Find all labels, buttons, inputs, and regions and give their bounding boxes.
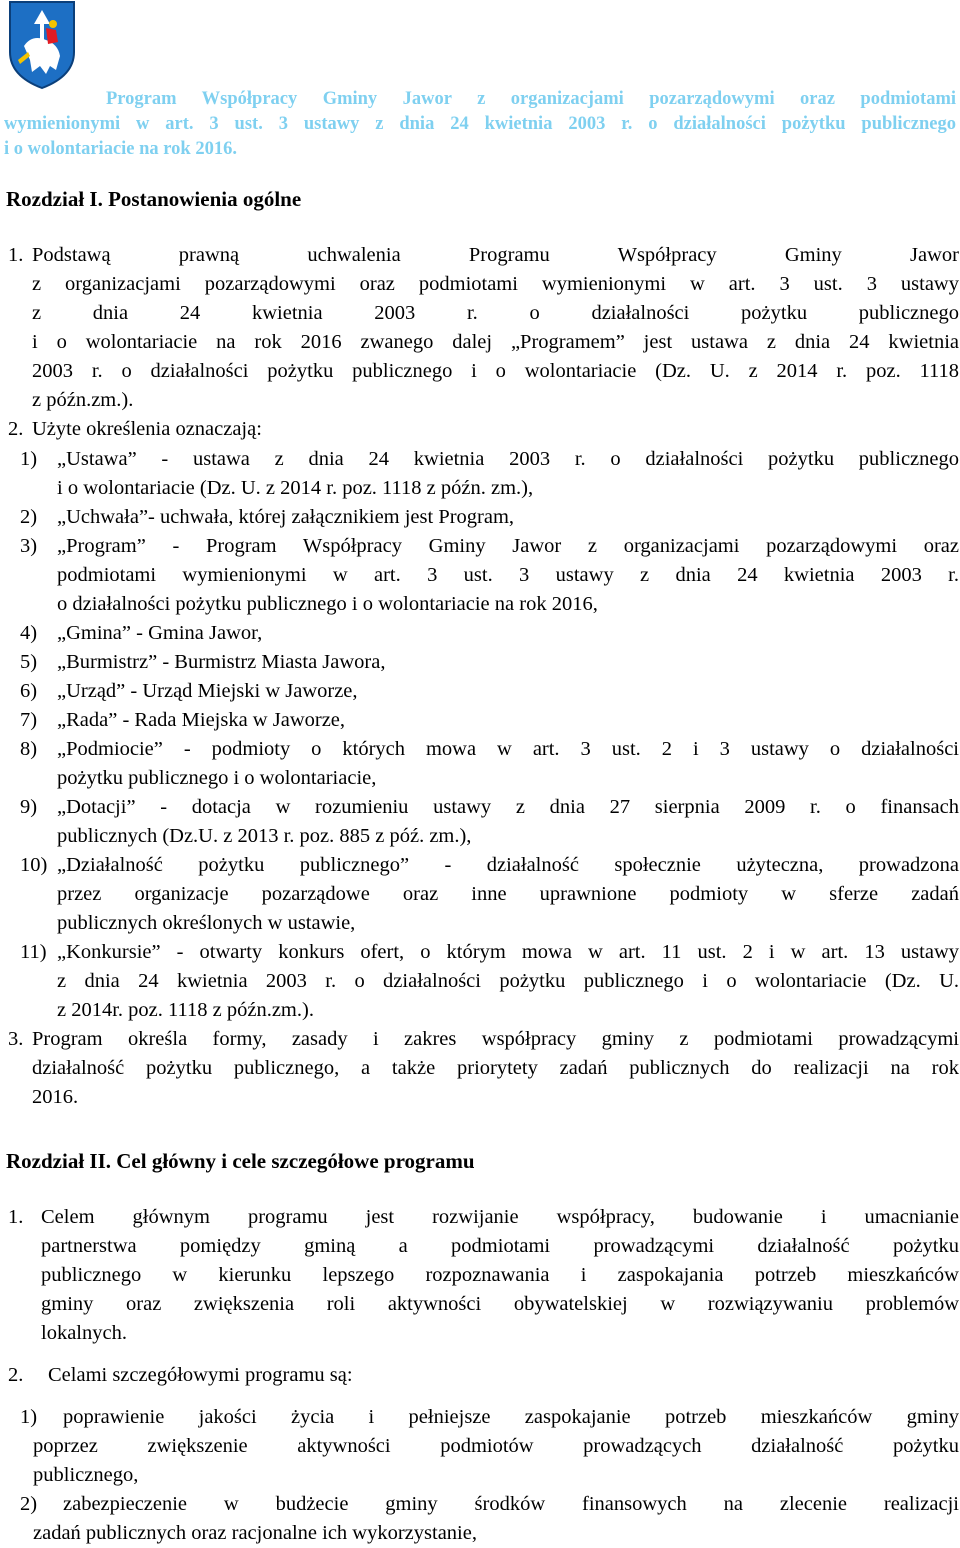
title-line: Program Współpracy Gminy Jawor z organizacjami pozarządowymi oraz podmiotami xyxy=(106,89,956,109)
definition-ustawa xyxy=(57,445,959,503)
text-line: i o wolontariacie na rok 2016 zwanego dalej „Programem” jest ustawa z dnia 24 kwietnia xyxy=(32,331,959,353)
text-line: „Konkursie” - otwarty konkurs ofert, o którym mowa w art. 11 ust. 2 i w art. 13 ustawy xyxy=(57,941,959,963)
text-line: Celem głównym programu jest rozwijanie współpracy, budowanie i umacnianie xyxy=(41,1206,959,1228)
text-line: podmiotami wymienionymi w art. 3 ust. 3 ustawy z dnia 24 kwietnia 2003 r. xyxy=(57,564,959,586)
definition-program xyxy=(57,532,959,619)
paragraph-number: 1. xyxy=(8,244,24,266)
definition-podmiocie xyxy=(57,735,959,793)
text-line: publicznego, xyxy=(33,1464,139,1486)
list-number: 5) xyxy=(20,651,38,673)
text-line: działalność pożytku publicznego, a także priorytety zadań publicznych do realizacji na rok xyxy=(32,1057,959,1079)
text-line: lokalnych. xyxy=(41,1322,127,1344)
text-line: zadań publicznych oraz racjonalne ich wykorzystanie, xyxy=(33,1522,477,1544)
paragraph-number: 2. xyxy=(8,1364,24,1386)
text-line: „Działalność pożytku publicznego” - działalność społecznie użyteczna, prowadzona xyxy=(57,854,959,876)
chapter-2-heading: Rozdział II. Cel główny i cele szczegółowe programu xyxy=(6,1149,475,1173)
text-line: z późn.zm.). xyxy=(32,389,134,411)
chapter-1-paragraph-3 xyxy=(32,1025,959,1112)
list-number: 6) xyxy=(20,680,38,702)
chapter-2-paragraph-2: Celami szczegółowymi programu są: xyxy=(48,1364,353,1386)
text-line: „Program” - Program Współpracy Gminy Jawor z organizacjami pozarządowymi oraz xyxy=(57,535,959,557)
text-line: poprzez zwiększenie aktywności podmiotów prowadzących działalność pożytku xyxy=(33,1435,959,1457)
text-line: „Dotacji” - dotacja w rozumieniu ustawy z dnia 27 sierpnia 2009 r. o finansach xyxy=(57,796,959,818)
chapter-1-paragraph-2: Użyte określenia oznaczają: xyxy=(32,418,262,440)
definition-uchwala: „Uchwała”- uchwała, której załącznikiem jest Program, xyxy=(57,506,515,528)
chapter-1-heading: Rozdział I. Postanowienia ogólne xyxy=(6,187,302,211)
definition-urzad: „Urząd” - Urząd Miejski w Jaworze, xyxy=(57,680,358,702)
list-number: 3) xyxy=(20,535,38,557)
title-line: i o wolontariacie na rok 2016. xyxy=(4,139,237,159)
document-title xyxy=(4,87,956,162)
definition-konkursie xyxy=(57,938,959,1025)
text-line: o działalności pożytku publicznego i o wolontariacie na rok 2016, xyxy=(57,593,598,615)
text-line: partnerstwa pomiędzy gminą a podmiotami prowadzącymi działalność pożytku xyxy=(41,1235,959,1257)
text-line: Podstawą prawną uchwalenia Programu Współpracy Gminy Jawor xyxy=(32,244,959,266)
list-number: 8) xyxy=(20,738,38,760)
text-line: przez organizacje pozarządowe oraz inne uprawnione podmioty w sferze zadań xyxy=(57,883,959,905)
list-number: 4) xyxy=(20,622,38,644)
chapter-2-paragraph-1 xyxy=(41,1203,959,1348)
text-line: z 2014r. poz. 1118 z późn.zm.). xyxy=(57,999,314,1021)
coat-of-arms-icon xyxy=(6,0,78,90)
definition-gmina: „Gmina” - Gmina Jawor, xyxy=(57,622,263,644)
list-number: 1) xyxy=(20,1406,38,1428)
list-number: 10) xyxy=(20,854,48,876)
definition-burmistrz: „Burmistrz” - Burmistrz Miasta Jawora, xyxy=(57,651,386,673)
paragraph-number: 1. xyxy=(8,1206,24,1228)
paragraph-number: 3. xyxy=(8,1028,24,1050)
list-number: 11) xyxy=(20,941,47,963)
title-line: wymienionymi w art. 3 ust. 3 ustawy z dnia 24 kwietnia 2003 r. o działalności pożytku publicznego xyxy=(4,114,956,134)
text-line: 2016. xyxy=(32,1086,79,1108)
text-line: publicznego w kierunku lepszego rozpoznawania i zaspokajania potrzeb mieszkańców xyxy=(41,1264,959,1286)
list-number: 2) xyxy=(20,1493,38,1515)
list-number: 7) xyxy=(20,709,38,731)
text-line: Program określa formy, zasady i zakres współpracy gminy z podmiotami prowadzącymi xyxy=(32,1028,959,1050)
text-line: z dnia 24 kwietnia 2003 r. o działalności pożytku publicznego xyxy=(32,302,959,324)
paragraph-number: 2. xyxy=(8,418,24,440)
definition-dotacji xyxy=(57,793,959,851)
definition-dzialalnosc xyxy=(57,851,959,938)
text-line: „Ustawa” - ustawa z dnia 24 kwietnia 2003 r. o działalności pożytku publicznego xyxy=(57,448,959,470)
text-line: poprawienie jakości życia i pełniejsze zaspokajanie potrzeb mieszkańców gminy xyxy=(63,1406,959,1428)
chapter-1-paragraph-1 xyxy=(32,241,959,415)
text-line: publicznych (Dz.U. z 2013 r. poz. 885 z póź. zm.), xyxy=(57,825,472,847)
text-line: z dnia 24 kwietnia 2003 r. o działalności pożytku publicznego i o wolontariacie (Dz. U. xyxy=(57,970,959,992)
text-line: publicznych określonych w ustawie, xyxy=(57,912,356,934)
list-number: 9) xyxy=(20,796,38,818)
text-line: i o wolontariacie (Dz. U. z 2014 r. poz. 1118 z późn. zm.), xyxy=(57,477,534,499)
goal-item xyxy=(33,1403,959,1490)
list-number: 2) xyxy=(20,506,38,528)
text-line: pożytku publicznego i o wolontariacie, xyxy=(57,767,377,789)
text-line: „Podmiocie” - podmioty o których mowa w art. 3 ust. 2 i 3 ustawy o działalności xyxy=(57,738,959,760)
text-line: z organizacjami pozarządowymi oraz podmiotami wymienionymi w art. 3 ust. 3 ustawy xyxy=(32,273,959,295)
list-number: 1) xyxy=(20,448,38,470)
text-line: gminy oraz zwiększenia roli aktywności obywatelskiej w rozwiązywaniu problemów xyxy=(41,1293,959,1315)
text-line: 2003 r. o działalności pożytku publicznego i o wolontariacie (Dz. U. z 2014 r. poz. 1118 xyxy=(32,360,959,382)
text-line: zabezpieczenie w budżecie gminy środków finansowych na zlecenie realizacji xyxy=(63,1493,959,1515)
goal-item xyxy=(33,1490,959,1548)
definition-rada: „Rada” - Rada Miejska w Jaworze, xyxy=(57,709,346,731)
